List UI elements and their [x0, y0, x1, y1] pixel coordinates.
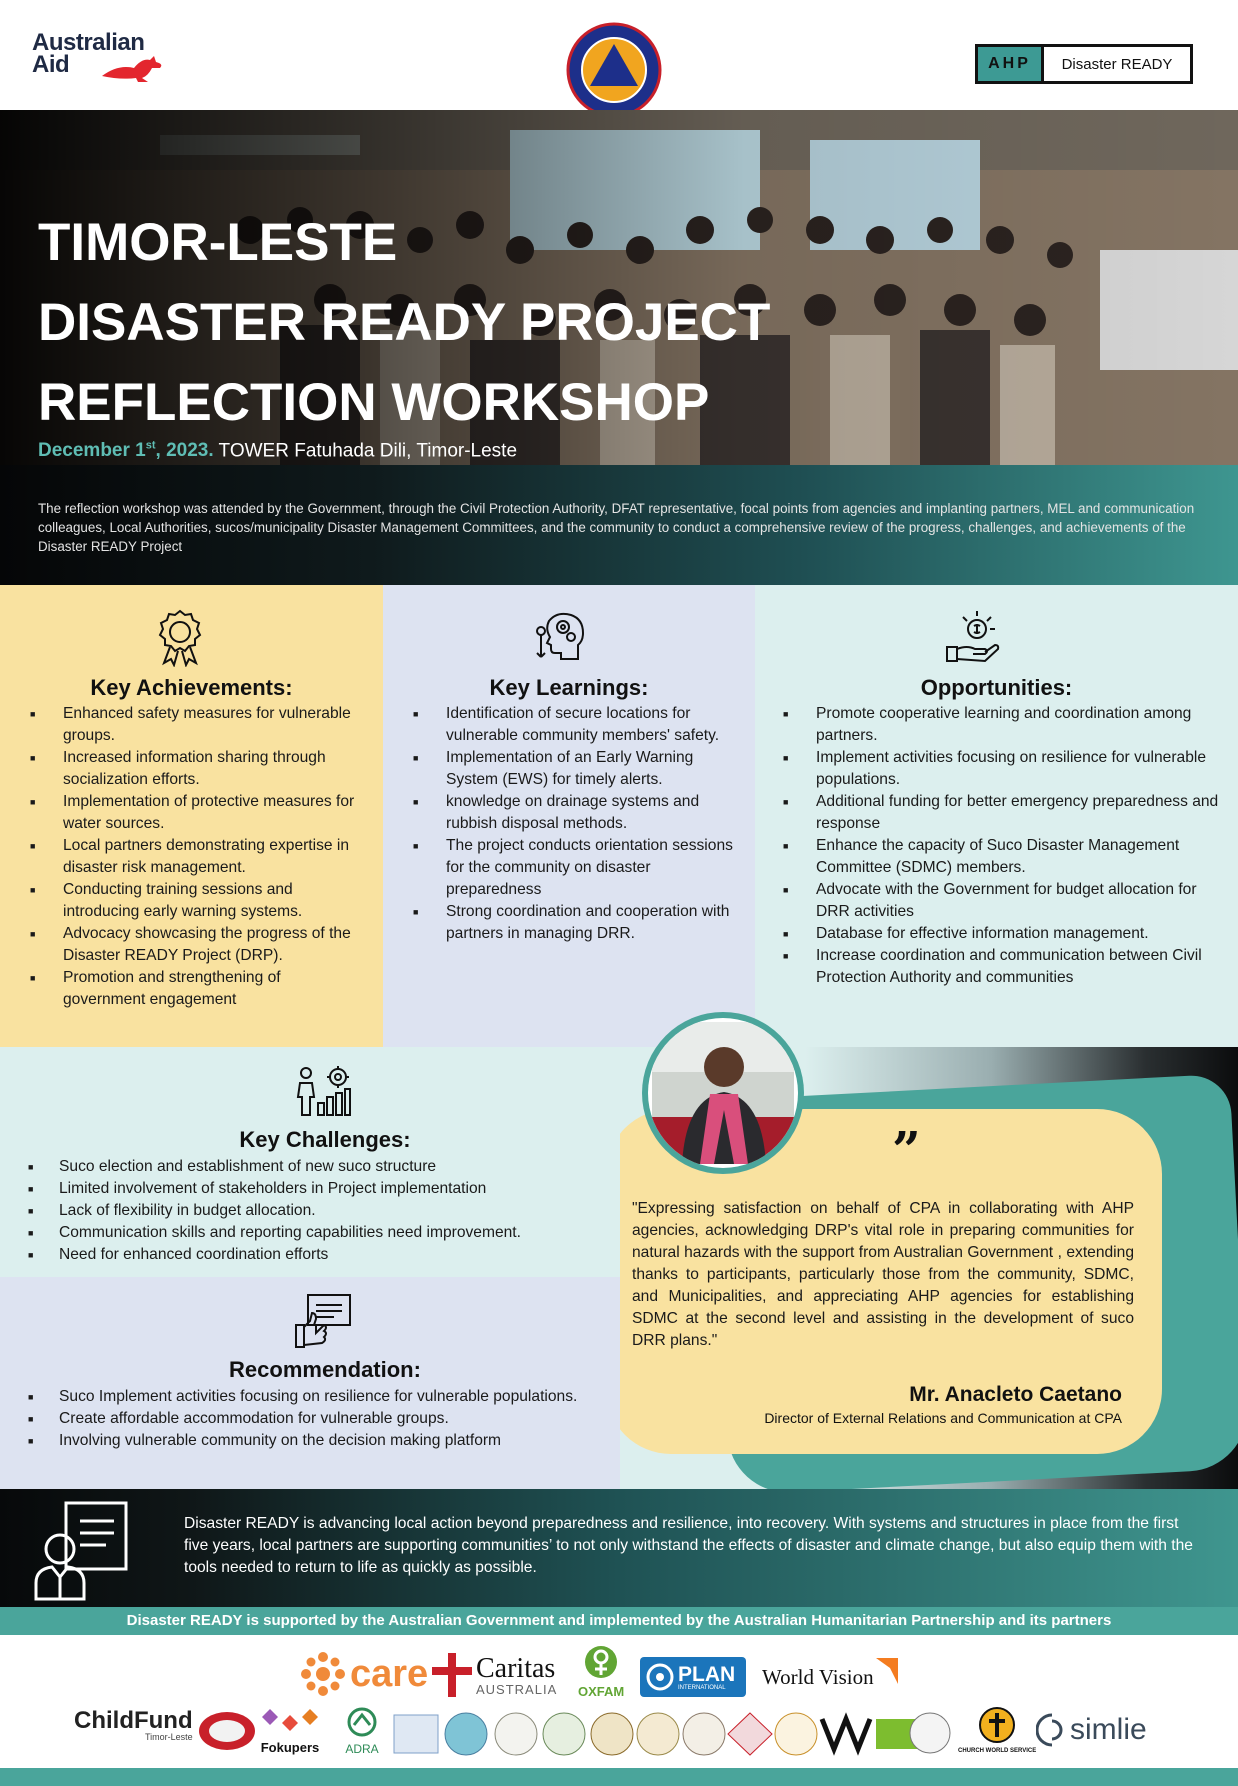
kangaroo-icon [98, 54, 168, 84]
list-item: ■ Create affordable accommodation for vulnerable groups. [28, 1408, 588, 1430]
list-item: ■ Suco election and establishment of new suco structure [28, 1156, 618, 1178]
childfund-text: ChildFund [74, 1707, 193, 1734]
support-line: Disaster READY is supported by the Australian Government and implemented by the Australian Humanitarian Partnership and its partners [0, 1607, 1238, 1635]
brain-gear-icon [531, 607, 591, 667]
care-logo [300, 1651, 428, 1697]
key-learnings-title: Key Learnings: [489, 675, 649, 700]
event-date-location [38, 440, 517, 462]
opportunities-title: Opportunities: [920, 675, 1073, 700]
key-challenges-title: Key Challenges: [239, 1127, 411, 1152]
caritas-cross-icon [432, 1653, 472, 1697]
disaster-ready-label: Disaster READY [1061, 55, 1173, 73]
list-item: ■ Implement activities focusing on resilience for vulnerable populations. [783, 747, 1228, 791]
adra-logo [342, 1707, 382, 1756]
partner-seal-icon [394, 1713, 920, 1755]
header [0, 0, 1238, 110]
ahp-label: AHP [978, 47, 1044, 81]
person-document-icon [32, 1499, 136, 1601]
key-learnings-section [383, 585, 755, 1047]
list-item: ■ Advocate with the Government for budget allocation for DRR activities [783, 879, 1228, 923]
list-item: ■ Increase coordination and communication between Civil Protection Authority and communities [783, 945, 1228, 989]
speaker-role: Director of External Relations and Communication at CPA [764, 1410, 1122, 1426]
church-world-service-logo [958, 1707, 1036, 1754]
care-mark-icon [300, 1651, 346, 1697]
list-item: ■ Promotion and strengthening of government engagement [30, 967, 360, 1011]
opportunities-list [783, 703, 1228, 989]
partner-logos [0, 1635, 1238, 1768]
list-item: ■ Identification of secure locations for vulnerable community members' safety. [413, 703, 743, 747]
fokupers-text: Fokupers [260, 1740, 320, 1755]
plan-mark-icon [646, 1663, 674, 1691]
speaker-avatar [642, 1012, 804, 1174]
opportunities-section [755, 585, 1238, 1047]
list-item: ■ Enhanced safety measures for vulnerable groups. [30, 703, 360, 747]
hero-title-line3: REFLECTION WORKSHOP [38, 373, 710, 432]
recommendation-section [0, 1277, 620, 1489]
quote-text: "Expressing satisfaction on behalf of CPA in collaborating with AHP agencies, acknowledging DRP's vital role in preparing communities for natural hazards with the support from Australian Government , extending thanks to participants, particularly those from the community, SDMC, and Municipalities, and appreciating AHP agencies for establishing SDMC at the second level and assisting in the development of suco DRR plans." [632, 1200, 1134, 1349]
simlie-logo [1036, 1713, 1147, 1747]
key-challenges-list [28, 1156, 618, 1266]
plan-sub: INTERNATIONAL [678, 1684, 726, 1691]
mission-statement-band [0, 1489, 1238, 1607]
list-item: ■ Strong coordination and cooperation with partners in managing DRR. [413, 901, 743, 945]
list-item: ■ Implementation of protective measures for water sources. [30, 791, 360, 835]
speaker-name: Mr. Anacleto Caetano [909, 1383, 1122, 1406]
fokupers-diamonds-icon [260, 1707, 320, 1735]
hero-title-line1: TIMOR-LESTE [38, 213, 398, 272]
list-item: ■ Lack of flexibility in budget allocation. [28, 1200, 618, 1222]
key-achievements-list [30, 703, 360, 1011]
list-item: ■ Implementation of an Early Warning System (EWS) for timely alerts. [413, 747, 743, 791]
cws-text: CHURCH WORLD SERVICE [958, 1748, 1037, 1754]
date-suffix: st [145, 440, 156, 452]
plan-text: PLAN [678, 1662, 736, 1686]
key-achievements-section [0, 585, 383, 1047]
list-item: ■ Additional funding for better emergency preparedness and response [783, 791, 1228, 835]
list-item: ■ The project conducts orientation sessions for the community on disaster preparedness [413, 835, 743, 901]
hand-coin-icon [943, 607, 1003, 667]
list-item: ■ Need for enhanced coordination efforts [28, 1244, 618, 1266]
fokupers-logo [260, 1707, 320, 1755]
recommendation-list [28, 1386, 588, 1452]
event-location: TOWER Fatuhada Dili, Timor-Leste [213, 440, 518, 462]
hero-title-line2: DISASTER READY PROJECT [38, 293, 771, 352]
caritas-sub: AUSTRALIA [476, 1681, 558, 1697]
list-item: ■ Communication skills and reporting capabilities need improvement. [28, 1222, 618, 1244]
caritas-text: Caritas [476, 1652, 556, 1684]
caritas-logo [432, 1653, 557, 1697]
footer-bar [0, 1768, 1238, 1786]
oxfam-mark-icon [584, 1645, 618, 1679]
recommendation-title: Recommendation: [229, 1357, 421, 1382]
list-item: ■ Limited involvement of stakeholders in Project implementation [28, 1178, 618, 1200]
key-learnings-list [413, 703, 743, 945]
oxfam-logo [578, 1645, 624, 1699]
adra-mark-icon [342, 1707, 382, 1737]
care-text: care [350, 1652, 429, 1695]
childfund-logo [74, 1709, 193, 1742]
thumbs-up-feedback-icon [294, 1293, 352, 1349]
list-item: ■ Database for effective information management. [783, 923, 1228, 945]
speaker-photo [652, 1022, 794, 1164]
list-item: ■ Involving vulnerable community on the decision making platform [28, 1430, 588, 1452]
adra-text: ADRA [345, 1742, 379, 1756]
person-gear-chart-icon [294, 1063, 352, 1119]
list-item: ■ Conducting training sessions and introducing early warning systems. [30, 879, 360, 923]
oxfam-text: OXFAM [578, 1684, 625, 1699]
quote-mark-icon: ” [892, 1120, 921, 1179]
award-ribbon-icon [150, 607, 210, 667]
world-vision-logo [762, 1665, 898, 1690]
date-main: December 1 [38, 440, 146, 462]
partner-emblem-red-icon [198, 1711, 256, 1751]
list-item: ■ Local partners demonstrating expertise in disaster risk management. [30, 835, 360, 879]
simlie-text: simlie [1070, 1713, 1147, 1746]
cws-cross-icon [979, 1707, 1015, 1743]
partner-seals-row [392, 1711, 922, 1757]
list-item: ■ knowledge on drainage systems and rubbish disposal methods. [413, 791, 743, 835]
list-item: ■ Promote cooperative learning and coordination among partners. [783, 703, 1228, 747]
australian-aid-logo [32, 29, 145, 78]
hero-banner [0, 110, 1238, 585]
world-vision-star-icon [876, 1658, 898, 1684]
list-item: ■ Advocacy showcasing the progress of the Disaster READY Project (DRP). [30, 923, 360, 967]
mission-statement: Disaster READY is advancing local action beyond preparedness and resilience, into recovery. With systems and structures in place from the first five years, local partners are supporting communities’ to not only withstand the effects of disaster and climate change, but also equip them with the tools needed to return to life as quickly as possible. [184, 1515, 1193, 1576]
childfund-sub: Timor-Leste [144, 1732, 193, 1742]
plan-logo [640, 1657, 746, 1697]
list-item: ■ Increased information sharing through socialization efforts. [30, 747, 360, 791]
simlie-mark-icon [1036, 1713, 1068, 1747]
list-item: ■ Enhance the capacity of Suco Disaster Management Committee (SDMC) members. [783, 835, 1228, 879]
key-achievements-title: Key Achievements: [90, 675, 293, 700]
workshop-intro: The reflection workshop was attended by the Government, through the Civil Protection Authority, DFAT representative, focal points from agencies and implanting partners, MEL and communication colleagues, Local Authorities, sucos/municipality Disaster Management Committees, and the community to conduct a comprehensive review of the progress, challenges, and achievements of the Disaster READY Project [38, 501, 1195, 554]
aus-aid-line2: Aid [32, 51, 70, 78]
key-challenges-section [0, 1047, 620, 1277]
ahp-disaster-ready-badge [975, 44, 1193, 84]
list-item: ■ Suco Implement activities focusing on resilience for vulnerable populations. [28, 1386, 588, 1408]
date-year: , 2023. [155, 440, 214, 462]
aus-aid-line1: Australian [32, 29, 145, 56]
partner-seal-grey-icon [908, 1711, 952, 1755]
world-vision-text: World Vision [762, 1665, 874, 1689]
civil-protection-seal-icon [566, 22, 662, 118]
